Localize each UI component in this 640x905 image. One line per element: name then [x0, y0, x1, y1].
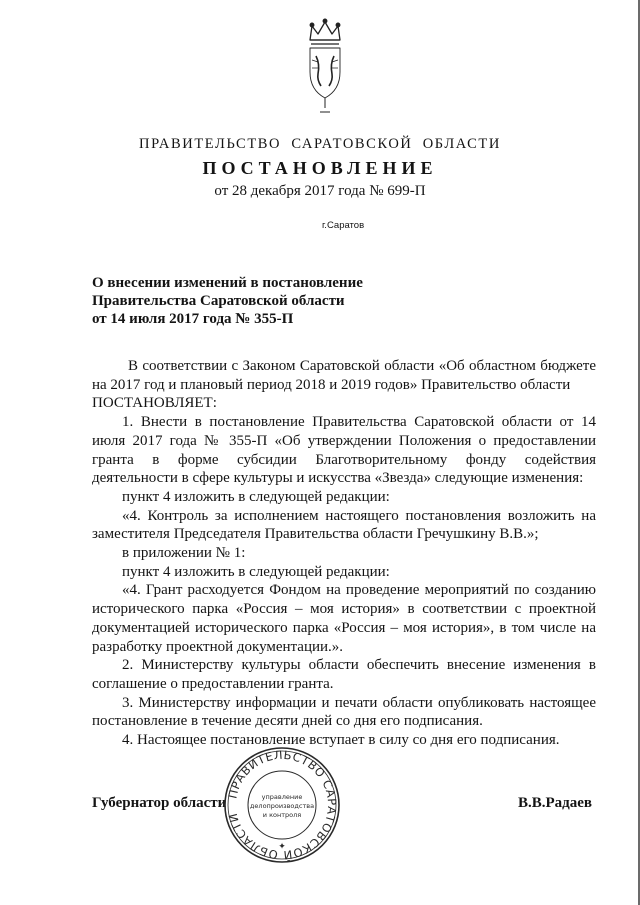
svg-text:✦: ✦: [278, 842, 286, 852]
document-date-number: от 28 декабря 2017 года № 699-П: [214, 183, 426, 199]
stamp-center-line: делопроизводства: [249, 802, 315, 810]
stamp-ring-text: ПРАВИТЕЛЬСТВО САРАТОВСКОЙ ОБЛАСТИ: [225, 747, 340, 863]
coat-of-arms-icon: [296, 16, 354, 116]
subject-line: О внесении изменений в постановление: [92, 275, 363, 291]
body-paragraph-1d: пункт 4 изложить в следующей редакции:: [122, 563, 390, 580]
document-city: г.Саратов: [322, 220, 365, 231]
body-paragraph-preamble: В соответствии с Законом Саратовской области «Об областном бюджете на 2017 год и плановый период 2018 и 2019 годов» Правительство области: [92, 358, 596, 393]
subject-line: Правительства Саратовской области: [92, 293, 345, 309]
body-paragraph-1b: «4. Контроль за исполнением настоящего постановления возложить на заместителя Председателя Правительства области Гречушкину В.В.»;: [92, 507, 596, 543]
document-body: [92, 357, 596, 750]
body-paragraph-1e: «4. Грант расходуется Фондом на проведение мероприятий по созданию исторического парка «Россия – моя история» в соответствии с проектной документацией исторического парка «Россия – моя история», в том числе на разработку проектной документации.».: [92, 582, 596, 655]
body-paragraph-1a: пункт 4 изложить в следующей редакции:: [122, 488, 390, 505]
body-paragraph-1c: в приложении № 1:: [122, 545, 246, 562]
stamp-center-line: и контроля: [262, 811, 302, 819]
body-paragraph-4: 4. Настоящее постановление вступает в силу со дня его подписания.: [122, 732, 560, 749]
stamp-center-line: управление: [261, 793, 303, 801]
body-paragraph-2: 2. Министерству культуры области обеспечить внесение изменения в соглашение о предоставлении гранта.: [92, 657, 596, 692]
signature-name: В.В.Радаев: [518, 795, 593, 811]
document-subject: [92, 274, 392, 328]
subject-line: от 14 июля 2017 года № 355-П: [92, 311, 294, 327]
government-name: ПРАВИТЕЛЬСТВО САРАТОВСКОЙ ОБЛАСТИ: [139, 136, 501, 152]
body-paragraph-1: 1. Внести в постановление Правительства Саратовской области от 14 июля 2017 года № 355-П «Об утверждении Положения о предоставлении гранта в форме субсидии Благотворительному фонду содействия деятельности в сфере культуры и искусства «Звезда» следующие изменения:: [92, 414, 596, 487]
body-paragraph-3: 3. Министерству информации и печати области опубликовать настоящее постановление в течение десяти дней со дня его подписания.: [92, 694, 596, 730]
signature-position: Губернатор области: [92, 795, 227, 811]
body-resolves: ПОСТАНОВЛЯЕТ:: [92, 395, 217, 412]
document-type-title: ПОСТАНОВЛЕНИЕ: [202, 158, 438, 178]
official-stamp: [222, 745, 342, 865]
